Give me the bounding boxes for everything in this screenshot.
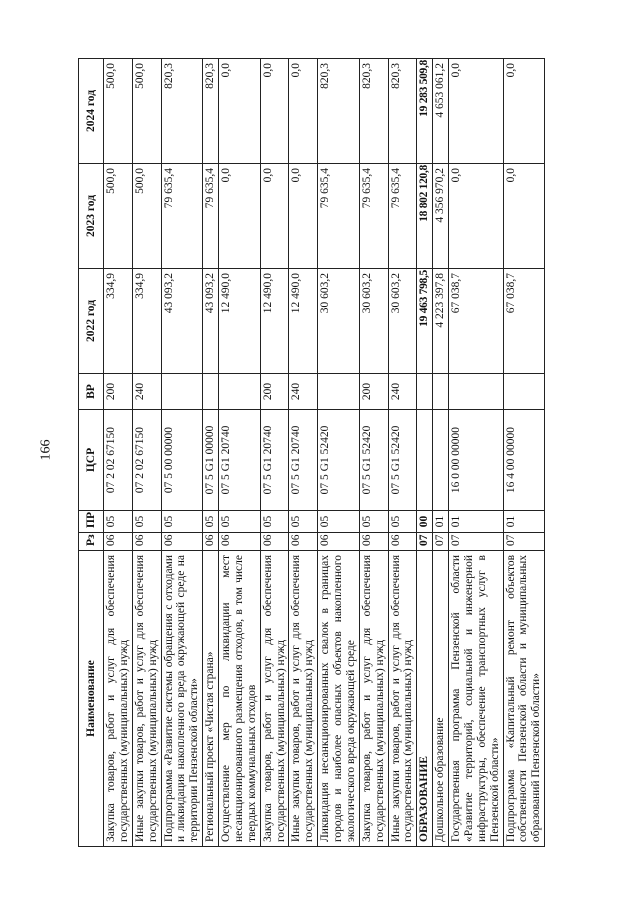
table-row (219, 59, 261, 847)
header-2024: 2024 год (79, 59, 104, 164)
row-rz-cell: 06 (219, 533, 261, 551)
row-2023-cell: 500,0 (104, 164, 133, 269)
table-row (260, 59, 289, 847)
row-pr-cell: 01 (433, 511, 449, 533)
row-vr-cell: 240 (132, 374, 161, 410)
row-rz-cell: 06 (260, 533, 289, 551)
row-vr-cell (203, 374, 219, 410)
row-rz-cell: 06 (388, 533, 417, 551)
row-rz-cell: 07 (503, 533, 545, 551)
row-2022-cell: 30 603,2 (388, 269, 417, 374)
row-name-cell: Ликвидация несанкционированных свалок в границах городов и наиболее опасных объектов накопленного экологического вреда окружающей среде (318, 551, 360, 847)
row-vr-cell (503, 374, 545, 410)
row-2022-cell: 30 603,2 (318, 269, 360, 374)
header-2023: 2023 год (79, 164, 104, 269)
header-name: Наименование (79, 551, 104, 847)
row-csr-cell: 07 5 G1 20740 (289, 410, 318, 511)
row-2024-cell: 500,0 (132, 59, 161, 164)
table-row (503, 59, 545, 847)
row-pr-cell: 01 (449, 511, 504, 533)
header-csr: ЦСР (79, 410, 104, 511)
row-2024-cell: 4 653 061,2 (433, 59, 449, 164)
row-2023-cell: 79 635,4 (318, 164, 360, 269)
table-body (104, 59, 545, 847)
row-2022-cell: 4 223 397,8 (433, 269, 449, 374)
row-name-cell: Государственная программа Пензенской области «Развитие территорий, социальной и инженерной инфраструктуры, обеспечение транспортных услуг в Пензенской области» (449, 551, 504, 847)
row-pr-cell: 05 (318, 511, 360, 533)
row-2023-cell: 0,0 (503, 164, 545, 269)
row-2023-cell: 4 356 970,2 (433, 164, 449, 269)
row-2022-cell: 12 490,0 (289, 269, 318, 374)
row-csr-cell: 07 5 G1 20740 (219, 410, 261, 511)
header-pr: ПР (79, 511, 104, 533)
row-csr-cell: 07 5 G1 00000 (203, 410, 219, 511)
row-2024-cell: 0,0 (449, 59, 504, 164)
row-2024-cell: 0,0 (289, 59, 318, 164)
row-csr-cell: 07 2 02 67150 (104, 410, 133, 511)
table-row (132, 59, 161, 847)
row-pr-cell: 05 (219, 511, 261, 533)
row-name-cell: Региональный проект «Чистая страна» (203, 551, 219, 847)
table-row (161, 59, 203, 847)
row-name-cell: Дошкольное образование (433, 551, 449, 847)
row-2024-cell: 820,3 (161, 59, 203, 164)
row-vr-cell (449, 374, 504, 410)
table-row (104, 59, 133, 847)
row-2023-cell: 0,0 (449, 164, 504, 269)
header-rz: Рз (79, 533, 104, 551)
header-vr: ВР (79, 374, 104, 410)
budget-table (78, 58, 545, 847)
row-2024-cell: 500,0 (104, 59, 133, 164)
row-2023-cell: 79 635,4 (161, 164, 203, 269)
row-csr-cell (433, 410, 449, 511)
row-vr-cell: 200 (359, 374, 388, 410)
row-pr-cell: 01 (503, 511, 545, 533)
row-pr-cell: 05 (161, 511, 203, 533)
row-vr-cell: 240 (388, 374, 417, 410)
row-csr-cell: 07 5 G1 52420 (388, 410, 417, 511)
row-rz-cell: 06 (359, 533, 388, 551)
row-vr-cell (161, 374, 203, 410)
row-2024-cell: 820,3 (359, 59, 388, 164)
row-2022-cell: 334,9 (132, 269, 161, 374)
row-2023-cell: 79 635,4 (203, 164, 219, 269)
page-number: 166 (38, 439, 54, 461)
row-csr-cell: 07 5 G1 20740 (260, 410, 289, 511)
table-row (318, 59, 360, 847)
row-csr-cell: 07 5 G1 52420 (359, 410, 388, 511)
table-row (388, 59, 417, 847)
row-name-cell: Закупка товаров, работ и услуг для обеспечения государственных (муниципальных) нужд (359, 551, 388, 847)
row-2022-cell: 43 093,2 (161, 269, 203, 374)
row-2024-cell: 820,3 (203, 59, 219, 164)
row-pr-cell: 00 (417, 511, 433, 533)
row-rz-cell: 07 (433, 533, 449, 551)
row-2022-cell: 334,9 (104, 269, 133, 374)
row-pr-cell: 05 (289, 511, 318, 533)
row-rz-cell: 06 (104, 533, 133, 551)
row-2023-cell: 79 635,4 (359, 164, 388, 269)
row-2024-cell: 0,0 (503, 59, 545, 164)
table-row (359, 59, 388, 847)
row-csr-cell (417, 410, 433, 511)
row-csr-cell: 16 4 00 00000 (503, 410, 545, 511)
rotated-page-content (78, 58, 598, 847)
row-rz-cell: 06 (289, 533, 318, 551)
row-rz-cell: 06 (203, 533, 219, 551)
row-2022-cell: 67 038,7 (503, 269, 545, 374)
row-csr-cell: 07 2 02 67150 (132, 410, 161, 511)
row-name-cell: Закупка товаров, работ и услуг для обеспечения государственных (муниципальных) нужд (104, 551, 133, 847)
row-name-cell: Подпрограмма «Капитальный ремонт объектов собственности Пензенской области и муниципальных образований Пензенской области» (503, 551, 545, 847)
row-rz-cell: 06 (161, 533, 203, 551)
row-2022-cell: 19 463 798,5 (417, 269, 433, 374)
row-csr-cell: 07 5 G1 52420 (318, 410, 360, 511)
row-2023-cell: 0,0 (219, 164, 261, 269)
table-row (433, 59, 449, 847)
row-name-cell: Закупка товаров, работ и услуг для обеспечения государственных (муниципальных) нужд (260, 551, 289, 847)
table-row (417, 59, 433, 847)
row-name-cell: Иные закупки товаров, работ и услуг для обеспечения государственных (муниципальных) нужд (132, 551, 161, 847)
row-rz-cell: 07 (417, 533, 433, 551)
row-rz-cell: 07 (449, 533, 504, 551)
row-2022-cell: 12 490,0 (260, 269, 289, 374)
row-vr-cell (318, 374, 360, 410)
table-row (449, 59, 504, 847)
row-name-cell: Иные закупки товаров, работ и услуг для обеспечения государственных (муниципальных) нужд (289, 551, 318, 847)
row-vr-cell (433, 374, 449, 410)
row-vr-cell: 240 (289, 374, 318, 410)
row-name-cell: Иные закупки товаров, работ и услуг для обеспечения государственных (муниципальных) нужд (388, 551, 417, 847)
table-header-row (79, 59, 104, 847)
row-vr-cell: 200 (104, 374, 133, 410)
row-2022-cell: 43 093,2 (203, 269, 219, 374)
row-2024-cell: 820,3 (388, 59, 417, 164)
row-vr-cell: 200 (260, 374, 289, 410)
row-vr-cell (219, 374, 261, 410)
table-row (289, 59, 318, 847)
row-name-cell: ОБРАЗОВАНИЕ (417, 551, 433, 847)
row-pr-cell: 05 (388, 511, 417, 533)
header-2022: 2022 год (79, 269, 104, 374)
row-2023-cell: 18 802 120,8 (417, 164, 433, 269)
row-2022-cell: 12 490,0 (219, 269, 261, 374)
row-name-cell: Осуществление мер по ликвидации мест несанкционированного размещения отходов, в том числе твердых коммунальных отходов (219, 551, 261, 847)
row-csr-cell: 16 0 00 00000 (449, 410, 504, 511)
row-2024-cell: 19 283 509,8 (417, 59, 433, 164)
row-csr-cell: 07 5 00 00000 (161, 410, 203, 511)
row-vr-cell (417, 374, 433, 410)
row-2023-cell: 79 635,4 (388, 164, 417, 269)
row-pr-cell: 05 (104, 511, 133, 533)
row-2024-cell: 0,0 (260, 59, 289, 164)
row-2022-cell: 67 038,7 (449, 269, 504, 374)
row-2024-cell: 0,0 (219, 59, 261, 164)
row-2023-cell: 0,0 (289, 164, 318, 269)
row-pr-cell: 05 (132, 511, 161, 533)
row-2024-cell: 820,3 (318, 59, 360, 164)
row-2022-cell: 30 603,2 (359, 269, 388, 374)
row-2023-cell: 0,0 (260, 164, 289, 269)
row-pr-cell: 05 (359, 511, 388, 533)
row-name-cell: Подпрограмма «Развитие системы обращения с отходами и ликвидация накопленного вреда окружающей среде на территории Пензенской области» (161, 551, 203, 847)
row-rz-cell: 06 (132, 533, 161, 551)
table-row (203, 59, 219, 847)
row-rz-cell: 06 (318, 533, 360, 551)
row-2023-cell: 500,0 (132, 164, 161, 269)
row-pr-cell: 05 (260, 511, 289, 533)
row-pr-cell: 05 (203, 511, 219, 533)
